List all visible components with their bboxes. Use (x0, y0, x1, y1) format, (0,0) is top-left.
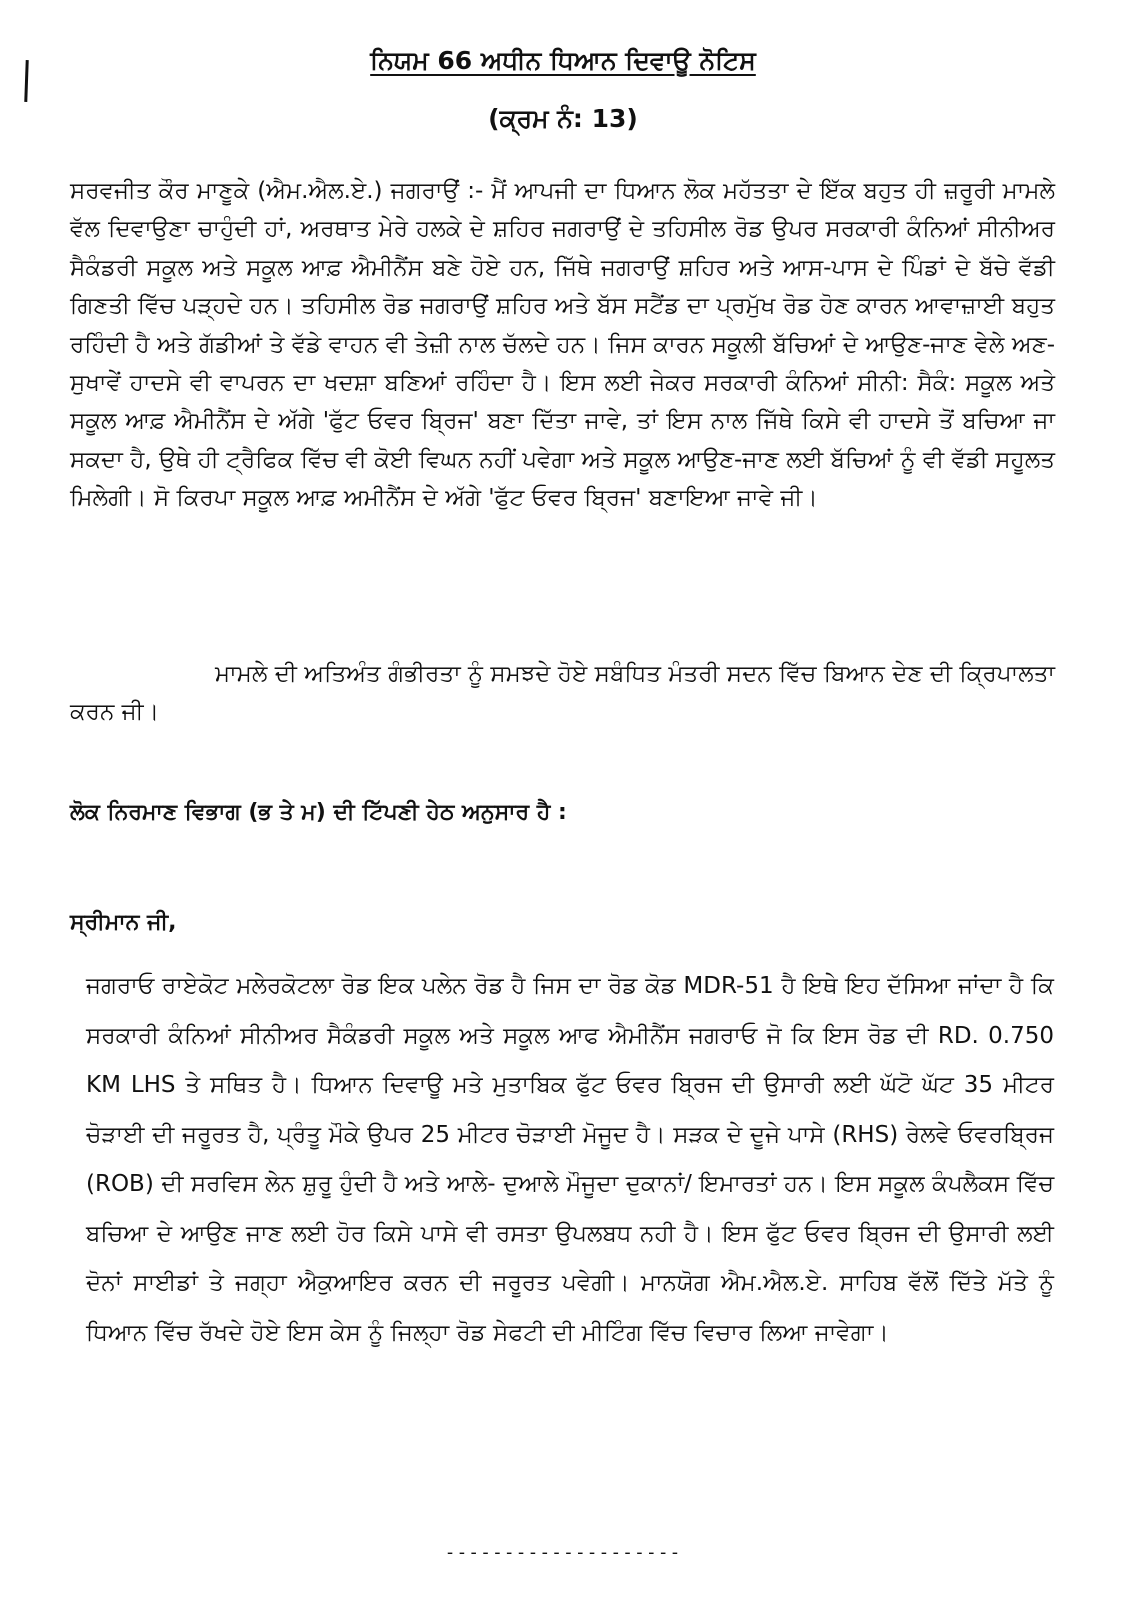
reply-paragraph: ਜਗਰਾਓ ਰਾਏਕੋਟ ਮਲੇਰਕੋਟਲਾ ਰੋਡ ਇਕ ਪਲੇਨ ਰੋਡ ਹੈ ਜਿਸ ਦਾ ਰੋਡ ਕੋਡ MDR-51 ਹੈ ਇਥੇ ਇਹ ਦੱਸਿਆ ਜਾਂਦਾ ਹੈ ਕਿ ਸਰਕਾਰੀ ਕੰਨਿਆਂ ਸੀਨੀਅਰ ਸੈਕੰਡਰੀ ਸਕੂਲ ਅਤੇ ਸਕੂਲ ਆਫ ਐਮੀਨੈਂਸ ਜਗਰਾਓ ਜੋ ਕਿ ਇਸ ਰੋਡ ਦੀ RD. 0.750 KM LHS ਤੇ ਸਥਿਤ ਹੈ। ਧਿਆਨ ਦਿਵਾਊ ਮਤੇ ਮੁਤਾਬਿਕ ਫੁੱਟ ਓਵਰ ਬ੍ਰਿਜ ਦੀ ਉਸਾਰੀ ਲਈ ਘੱਟੋ ਘੱਟ 35 ਮੀਟਰ ਚੋੜਾਈ ਦੀ ਜਰੂਰਤ ਹੈ, ਪ੍ਰੰਤੂ ਮੌਕੇ ਉਪਰ 25 ਮੀਟਰ ਚੋੜਾਈ ਮੋਜੂਦ ਹੈ। ਸੜਕ ਦੇ ਦੂਜੇ ਪਾਸੇ (RHS) ਰੇਲਵੇ ਓਵਰਬ੍ਰਿਜ (ROB) ਦੀ ਸਰਵਿਸ ਲੇਨ ਸ਼ੁਰੂ ਹੁੰਦੀ ਹੈ ਅਤੇ ਆਲੇ- ਦੁਆਲੇ ਮੌਜੂਦਾ ਦੁਕਾਨਾਂ/ ਇਮਾਰਤਾਂ ਹਨ। ਇਸ ਸਕੂਲ ਕੰਪਲੈਕਸ ਵਿੱਚ ਬਚਿਆ ਦੇ ਆਉਣ ਜਾਣ ਲਈ ਹੋਰ ਕਿਸੇ ਪਾਸੇ ਵੀ ਰਸਤਾ ਉਪਲਬਧ ਨਹੀ ਹੈ। ਇਸ ਫੁੱਟ ਓਵਰ ਬ੍ਰਿਜ ਦੀ ਉਸਾਰੀ ਲਈ ਦੋਨਾਂ ਸਾਈਡਾਂ ਤੇ ਜਗ੍ਹਾ ਐਕੁਆਇਰ ਕਰਨ ਦੀ ਜਰੂਰਤ ਪਵੇਗੀ। ਮਾਨਯੋਗ ਐਮ.ਐਲ.ਏ. ਸਾਹਿਬ ਵੱਲੋਂ ਦਿੱਤੇ ਮੱਤੇ ਨੂੰ ਧਿਆਨ ਵਿੱਚ ਰੱਖਦੇ ਹੋਏ ਇਸ ਕੇਸ ਨੂੰ ਜਿਲ੍ਹਾ ਰੋਡ ਸੇਫਟੀ ਦੀ ਮੀਟਿੰਗ ਵਿੱਚ ਵਿਚਾਰ ਲਿਆ ਜਾਵੇਗਾ। (86, 973, 1054, 1346)
notice-title: ਨਿਯਮ 66 ਅਧੀਨ ਧਿਆਨ ਦਿਵਾਊ ਨੋਟਿਸ (370, 46, 756, 75)
end-marker: -------------------- (444, 1542, 682, 1563)
request-paragraph: ਮਾਮਲੇ ਦੀ ਅਤਿਅੰਤ ਗੰਭੀਰਤਾ ਨੂੰ ਸਮਝਦੇ ਹੋਏ ਸਬੰਧਿਤ ਮੰਤਰੀ ਸਦਨ ਵਿੱਚ ਬਿਆਨ ਦੇਣ ਦੀ ਕ੍ਰਿਪਾਲਤਾ ਕਰਨ ਜੀ। (70, 661, 1055, 726)
reply-heading: ਲੋਕ ਨਿਰਮਾਣ ਵਿਭਾਗ (ਭ ਤੇ ਮ) ਦੀ ਟਿੱਪਣੀ ਹੇਠ ਅਨੁਸਾਰ ਹੈ : (70, 800, 567, 825)
serial-number: (ਕ੍ਰਮ ਨੰ: 13) (488, 104, 638, 133)
notice-paragraph: ਸਰਵਜੀਤ ਕੌਰ ਮਾਣੂਕੇ (ਐਮ.ਐਲ.ਏ.) ਜਗਰਾਉਂ :- ਮੈਂ ਆਪਜੀ ਦਾ ਧਿਆਨ ਲੋਕ ਮਹੱਤਤਾ ਦੇ ਇੱਕ ਬਹੁਤ ਹੀ ਜ਼ਰੂਰੀ ਮਾਮਲੇ ਵੱਲ ਦਿਵਾਉਣਾ ਚਾਹੁੰਦੀ ਹਾਂ, ਅਰਥਾਤ ਮੇਰੇ ਹਲਕੇ ਦੇ ਸ਼ਹਿਰ ਜਗਰਾਉਂ ਦੇ ਤਹਿਸੀਲ ਰੋਡ ਉਪਰ ਸਰਕਾਰੀ ਕੰਨਿਆਂ ਸੀਨੀਅਰ ਸੈਕੰਡਰੀ ਸਕੂਲ ਅਤੇ ਸਕੂਲ ਆਫ਼ ਐਮੀਨੈਂਸ ਬਣੇ ਹੋਏ ਹਨ, ਜਿੱਥੇ ਜਗਰਾਉਂ ਸ਼ਹਿਰ ਅਤੇ ਆਸ-ਪਾਸ ਦੇ ਪਿੰਡਾਂ ਦੇ ਬੱਚੇ ਵੱਡੀ ਗਿਣਤੀ ਵਿੱਚ ਪੜ੍ਹਦੇ ਹਨ। ਤਹਿਸੀਲ ਰੋਡ ਜਗਰਾਉਂ ਸ਼ਹਿਰ ਅਤੇ ਬੱਸ ਸਟੈਂਡ ਦਾ ਪ੍ਰਮੁੱਖ ਰੋਡ ਹੋਣ ਕਾਰਨ ਆਵਾਜ਼ਾਈ ਬਹੁਤ ਰਹਿੰਦੀ ਹੈ ਅਤੇ ਗੱਡੀਆਂ ਤੇ ਵੱਡੇ ਵਾਹਨ ਵੀ ਤੇਜ਼ੀ ਨਾਲ ਚੱਲਦੇ ਹਨ। ਜਿਸ ਕਾਰਨ ਸਕੂਲੀ ਬੱਚਿਆਂ ਦੇ ਆਉਣ-ਜਾਣ ਵੇਲੇ ਅਣ-ਸੁਖਾਵੇਂ ਹਾਦਸੇ ਵੀ ਵਾਪਰਨ ਦਾ ਖਦਸ਼ਾ ਬਣਿਆਂ ਰਹਿੰਦਾ ਹੈ। ਇਸ ਲਈ ਜੇਕਰ ਸਰਕਾਰੀ ਕੰਨਿਆਂ ਸੀਨੀ: ਸੈਕੰ: ਸਕੂਲ ਅਤੇ ਸਕੂਲ ਆਫ਼ ਐਮੀਨੈਂਸ ਦੇ ਅੱਗੇ 'ਫੁੱਟ ਓਵਰ ਬ੍ਰਿਜ' ਬਣਾ ਦਿੱਤਾ ਜਾਵੇ, ਤਾਂ ਇਸ ਨਾਲ ਜਿੱਥੇ ਕਿਸੇ ਵੀ ਹਾਦਸੇ ਤੋਂ ਬਚਿਆ ਜਾ ਸਕਦਾ ਹੈ, ਉਥੇ ਹੀ ਟ੍ਰੈਫਿਕ ਵਿੱਚ ਵੀ ਕੋਈ ਵਿਘਨ ਨਹੀਂ ਪਵੇਗਾ ਅਤੇ ਸਕੂਲ ਆਉਣ-ਜਾਣ ਲਈ ਬੱਚਿਆਂ ਨੂੰ ਵੀ ਵੱਡੀ ਸਹੂਲਤ ਮਿਲੇਗੀ। ਸੋ ਕਿਰਪਾ ਸਕੂਲ ਆਫ਼ ਅਮੀਨੈਂਸ ਦੇ ਅੱਗੇ 'ਫੁੱਟ ਓਵਰ ਬ੍ਰਿਜ' ਬਣਾਇਆ ਜਾਵੇ ਜੀ। (70, 178, 1055, 512)
salutation: ਸ੍ਰੀਮਾਨ ਜੀ, (70, 910, 177, 935)
